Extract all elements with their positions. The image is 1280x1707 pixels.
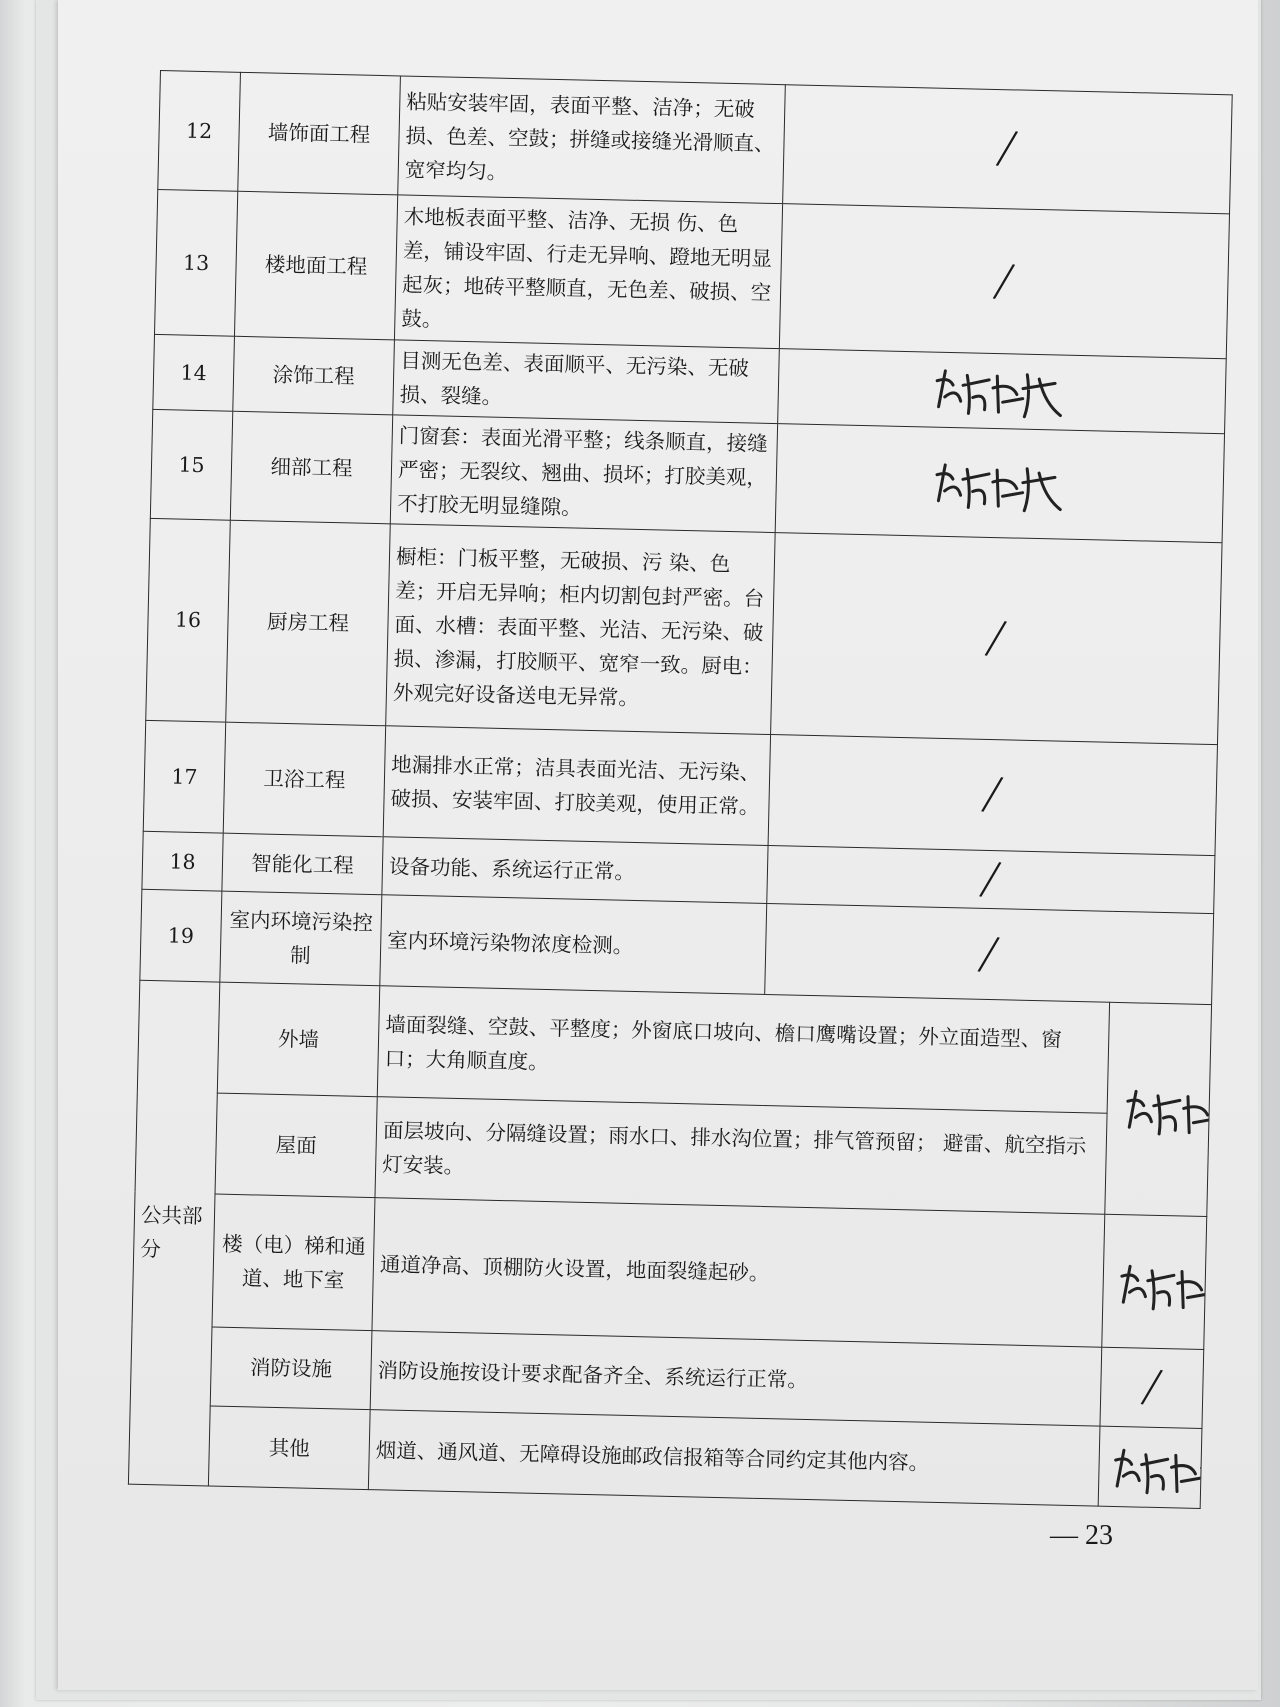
- item-name: 卫浴工程: [223, 722, 385, 837]
- slash-mark: /: [990, 251, 1019, 308]
- item-criteria: 粘贴安装牢固，表面平整、洁净；无破损、色差、空鼓；拼缝或接缝光滑顺直、宽窄均匀。: [398, 76, 786, 204]
- sign-cell: [1100, 1347, 1204, 1429]
- item-criteria: 橱柜：门板平整，无破损、污 染、色差；开启无异响；柜内切割包封严密。台面、水槽：表面平整、光洁、无污染、破损、渗漏，打胶顺平、宽窄一致。厨电：外观完好设备送电无异常。: [386, 524, 775, 734]
- item-criteria: 设备功能、系统运行正常。: [382, 837, 768, 904]
- slash-mark: /: [979, 765, 1007, 822]
- slash-mark: /: [993, 119, 1022, 176]
- row-number: 18: [142, 831, 223, 891]
- item-criteria: 消防设施按设计要求配备齐全、系统运行正常。: [370, 1330, 1102, 1426]
- sign-cell: [1102, 1214, 1207, 1349]
- item-name: 厨房工程: [226, 520, 391, 725]
- sign-cell: [771, 533, 1222, 745]
- item-name: 墙饰面工程: [238, 72, 401, 194]
- item-name: 智能化工程: [222, 833, 383, 895]
- row-number: 12: [158, 71, 241, 192]
- inspection-table: [128, 70, 1233, 1509]
- item-criteria: 墙面裂缝、空鼓、平整度；外窗底口坡向、檐口鹰嘴设置；外立面造型、窗口；大角顺直度。: [377, 985, 1109, 1113]
- sign-cell: [778, 349, 1227, 433]
- slash-mark: /: [982, 608, 1011, 665]
- item-name: 细部工程: [230, 411, 392, 524]
- table-row: [154, 189, 1229, 359]
- item-criteria: 门窗套：表面光滑平整；线条顺直，接缝严密；无裂纹、翘曲、损坏；打胶美观，不打胶无明显缝隙。: [390, 414, 777, 532]
- item-name: 涂饰工程: [233, 337, 395, 415]
- item-criteria: 烟道、通风道、无障碍设施邮政信报箱等合同约定其他内容。: [368, 1410, 1100, 1506]
- slash-mark: /: [977, 850, 1005, 907]
- slash-mark: /: [1138, 1358, 1166, 1415]
- item-criteria: 面层坡向、分隔缝设置；雨水口、排水沟位置；排气管预留； 避雷、航空指示灯安装。: [375, 1097, 1107, 1214]
- table-row: [132, 1192, 1207, 1349]
- item-criteria: 目测无色差、表面顺平、无污染、无破损、裂缝。: [393, 340, 780, 423]
- handwritten-signature-icon: [1109, 1248, 1207, 1317]
- page-number: — 23: [1050, 1520, 1113, 1551]
- table-row: [146, 518, 1222, 744]
- item-criteria: 室内环境污染物浓度检测。: [380, 895, 767, 994]
- sign-cell: [767, 846, 1215, 915]
- sign-cell: [768, 734, 1217, 856]
- item-name: 楼（电）梯和通道、地下室: [212, 1194, 375, 1330]
- sign-cell: [783, 85, 1233, 214]
- item-name: 外墙: [217, 982, 379, 1097]
- item-criteria: 木地板表面平整、洁净、无损 伤、色差，铺设牢固、行走无异响、蹬地无明显起灰；地砖平整顺直，无色差、破损、空鼓。: [394, 195, 782, 349]
- sign-cell: [775, 423, 1224, 542]
- item-name: 消防设施: [210, 1327, 372, 1410]
- handwritten-signature-icon: [1113, 1075, 1212, 1144]
- sign-cell: [765, 904, 1214, 1004]
- item-name: 其他: [208, 1406, 370, 1489]
- sign-cell: [779, 204, 1229, 360]
- item-criteria: 地漏排水正常；洁具表面光洁、无污染、破损、安装牢固、打胶美观，使用正常。: [383, 725, 770, 845]
- item-name: 屋面: [215, 1093, 377, 1197]
- row-number: 16: [146, 518, 231, 721]
- public-section-label: 公共部分: [128, 980, 219, 1486]
- handwritten-signature-icon: [926, 356, 1077, 425]
- slash-mark: /: [975, 924, 1003, 981]
- handwritten-signature-icon: [1105, 1433, 1202, 1502]
- handwritten-signature-icon: [924, 448, 1075, 517]
- row-number: 19: [140, 890, 222, 982]
- item-name: 楼地面工程: [234, 191, 397, 340]
- row-number: 17: [143, 720, 226, 833]
- item-name: 室内环境污染控制: [220, 892, 382, 986]
- row-number: 13: [154, 189, 237, 336]
- row-number: 14: [153, 335, 235, 411]
- sign-cell: [1105, 1002, 1212, 1217]
- item-criteria: 通道净高、顶棚防火设置，地面裂缝起砂。: [372, 1198, 1105, 1347]
- row-number: 15: [150, 409, 232, 520]
- sign-cell: [1098, 1426, 1202, 1508]
